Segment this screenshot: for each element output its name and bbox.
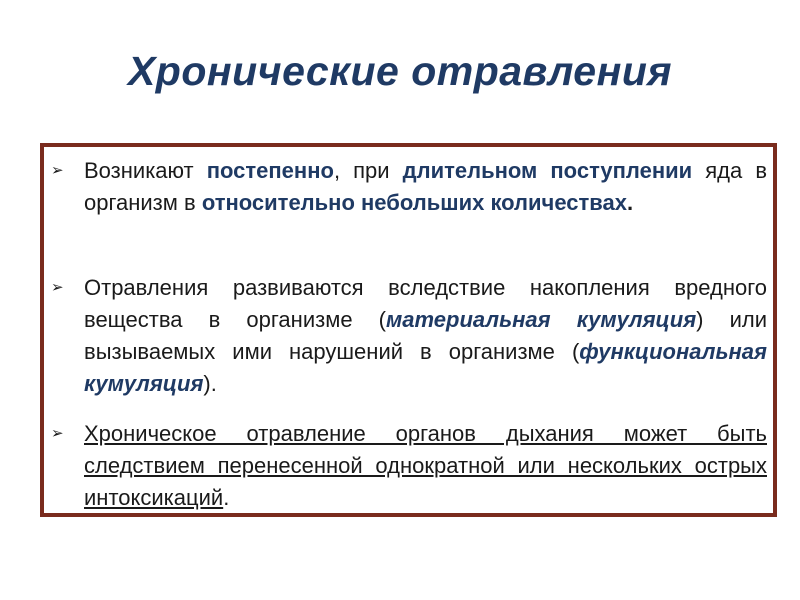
- bullet-text-highlight: относительно небольших количествах: [201, 190, 627, 215]
- bullet-text-part: яда в организм в: [84, 158, 768, 215]
- bullet-text-part: Возникают: [84, 158, 207, 183]
- bullet-text-part: ).: [203, 371, 217, 396]
- slide-title: Хронические отравления: [127, 48, 673, 94]
- bullet-text-part: .: [627, 190, 634, 215]
- bullet-text-underlined: Хроническое отравление органов дыхания может быть следствием перенесенной однократной или нескольких острых интоксикаций: [84, 421, 767, 510]
- bullet-text: [84, 418, 767, 514]
- bullet-text: [84, 272, 767, 400]
- bullet-item: [51, 155, 767, 219]
- content-box: [40, 143, 777, 517]
- bullet-text-part: ) или вызываемых ими нарушений в организме (: [84, 307, 768, 364]
- bullet-text-highlight: функциональная кумуляция: [84, 339, 767, 396]
- bullet-text-part: , при: [333, 158, 403, 183]
- arrow-bullet-icon: ➢: [51, 279, 64, 296]
- bullet-text-part: .: [223, 485, 230, 510]
- bullet-text: [84, 155, 767, 219]
- bullet-item: [51, 418, 767, 514]
- bullet-text-highlight: постепенно: [206, 158, 334, 183]
- bullet-text-part: Отравления развиваются вследствие накопления вредного вещества в организме (: [84, 275, 767, 332]
- bullet-text-highlight: длительном поступлении: [402, 158, 693, 183]
- bullet-text-highlight: материальная кумуляция: [386, 307, 697, 332]
- arrow-bullet-icon: ➢: [51, 425, 64, 442]
- bullet-item: [51, 272, 767, 400]
- arrow-bullet-icon: ➢: [51, 162, 64, 179]
